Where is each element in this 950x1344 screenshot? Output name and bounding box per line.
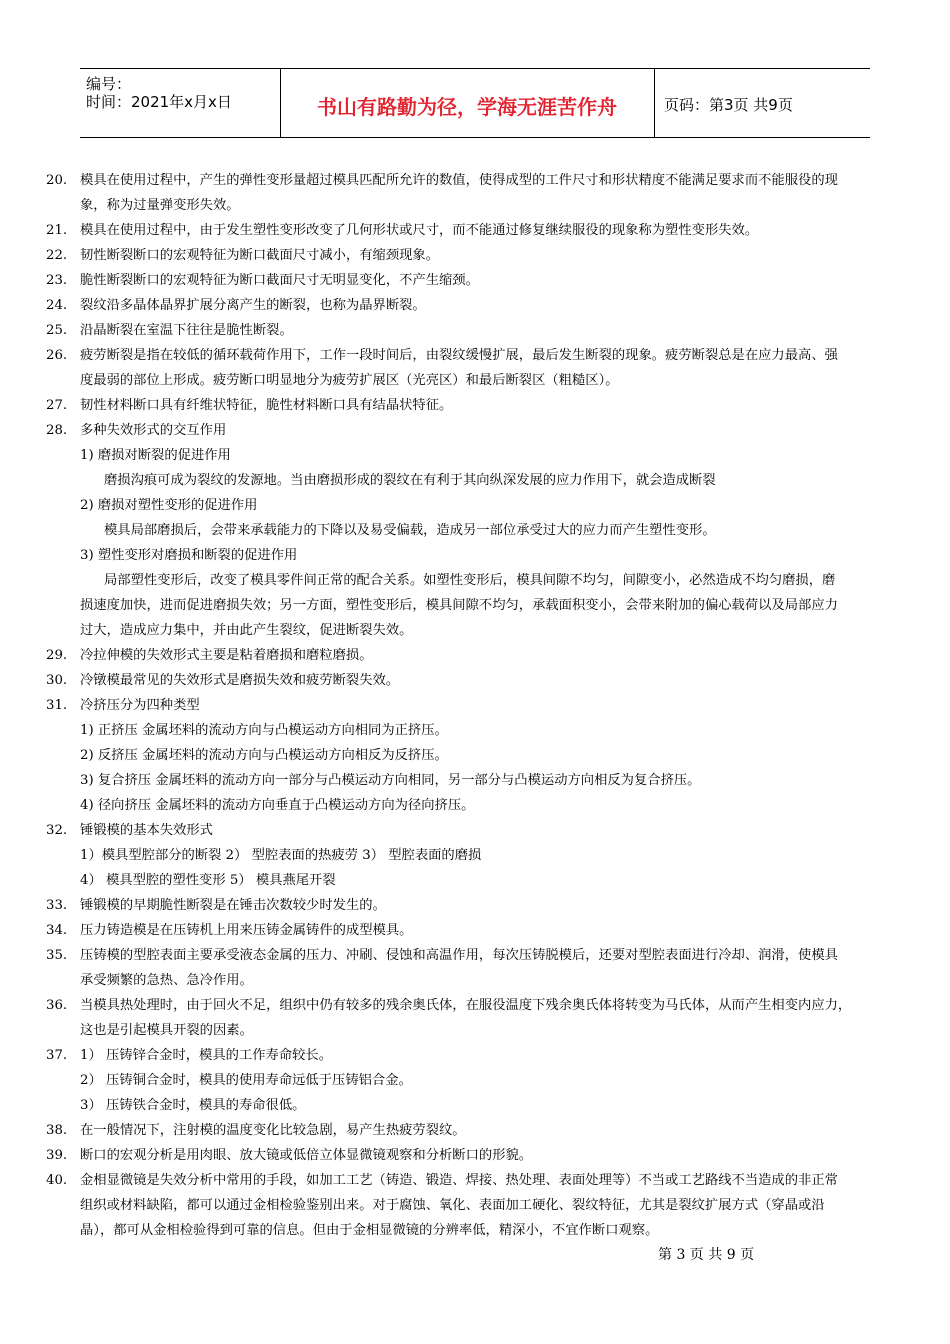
item-number: 37. xyxy=(46,1048,68,1063)
document-line xyxy=(0,193,950,218)
item-number: 33. xyxy=(46,898,68,913)
item-number: 36. xyxy=(46,998,68,1013)
line-text: 1) 正挤压 金属坯料的流动方向与凸模运动方向相同为正挤压。 xyxy=(80,723,448,738)
document-line xyxy=(0,718,950,743)
line-text: 断口的宏观分析是用肉眼、放大镜或低倍立体显微镜观察和分析断口的形貌。 xyxy=(80,1148,533,1163)
motto: 书山有路勤为径，学海无涯苦作舟 xyxy=(317,95,617,119)
document-line xyxy=(0,868,950,893)
line-text: 承受频繁的急热、急冷作用。 xyxy=(80,973,253,988)
document-line xyxy=(0,618,950,643)
document-line xyxy=(0,1218,950,1243)
document-line xyxy=(0,243,950,268)
time-label: 时间：2021年x月x日 xyxy=(86,93,232,111)
line-text: 模具在使用过程中，由于发生塑性变形改变了几何形状或尺寸，而不能通过修复继续服役的现象称为塑性变形失效。 xyxy=(80,223,759,238)
line-text: 裂纹沿多晶体晶界扩展分离产生的断裂，也称为晶界断裂。 xyxy=(80,298,426,313)
line-text: 度最弱的部位上形成。疲劳断口明显地分为疲劳扩展区（光亮区）和最后断裂区（粗糙区）。 xyxy=(80,373,619,388)
document-line xyxy=(0,568,950,593)
line-text: 4) 径向挤压 金属坯料的流动方向垂直于凸模运动方向为径向挤压。 xyxy=(80,798,475,813)
document-line xyxy=(0,943,950,968)
line-text: 3) 塑性变形对磨损和断裂的促进作用 xyxy=(80,548,298,563)
line-text: 1) 磨损对断裂的促进作用 xyxy=(80,448,231,463)
page-footer: 第 3 页 共 9 页 xyxy=(658,1247,755,1263)
document-line xyxy=(0,1043,950,1068)
line-text: 3) 复合挤压 金属坯料的流动方向一部分与凸模运动方向相同，另一部分与凸模运动方向相反为复合挤压。 xyxy=(80,773,701,788)
line-text: 磨损沟痕可成为裂纹的发源地。当由磨损形成的裂纹在有利于其向纵深发展的应力作用下，就会造成断裂 xyxy=(104,473,716,488)
document-line xyxy=(0,368,950,393)
header-motto-cell xyxy=(280,69,655,137)
document-line xyxy=(0,418,950,443)
document-line xyxy=(0,818,950,843)
document-line xyxy=(0,443,950,468)
item-number: 25. xyxy=(46,323,68,338)
item-number: 21. xyxy=(46,223,68,238)
line-text: 1） 压铸锌合金时，模具的工作寿命较长。 xyxy=(80,1048,333,1063)
item-number: 34. xyxy=(46,923,68,938)
item-number: 24. xyxy=(46,298,68,313)
item-number: 38. xyxy=(46,1123,68,1138)
line-text: 模具局部磨损后，会带来承载能力的下降以及易受偏载，造成另一部位承受过大的应力而产生塑性变形。 xyxy=(104,523,716,538)
item-number: 32. xyxy=(46,823,68,838)
document-line xyxy=(0,1168,950,1193)
line-text: 脆性断裂断口的宏观特征为断口截面尺寸无明显变化，不产生缩颈。 xyxy=(80,273,479,288)
document-line xyxy=(0,168,950,193)
line-text: 3） 压铸铁合金时，模具的寿命很低。 xyxy=(80,1098,306,1113)
item-number: 27. xyxy=(46,398,68,413)
item-number: 40. xyxy=(46,1173,68,1188)
line-text: 沿晶断裂在室温下往往是脆性断裂。 xyxy=(80,323,293,338)
line-text: 压铸模的型腔表面主要承受液态金属的压力、冲刷、侵蚀和高温作用，每次压铸脱模后，还要对型腔表面进行冷却、润滑，使模具 xyxy=(80,948,838,963)
line-text: 在一般情况下，注射模的温度变化比较急剧，易产生热疲劳裂纹。 xyxy=(80,1123,466,1138)
document-line xyxy=(0,893,950,918)
line-text: 锤锻模的早期脆性断裂是在锤击次数较少时发生的。 xyxy=(80,898,386,913)
line-text: 疲劳断裂是指在较低的循环载荷作用下，工作一段时间后，由裂纹缓慢扩展，最后发生断裂的现象。疲劳断裂总是在应力最高、强 xyxy=(80,348,838,363)
line-text: 冷拉伸模的失效形式主要是粘着磨损和磨粒磨损。 xyxy=(80,648,373,663)
page-code: 页码：第3页 共9页 xyxy=(664,96,793,114)
document-line xyxy=(0,393,950,418)
line-text: 模具在使用过程中，产生的弹性变形量超过模具匹配所允许的数值，使得成型的工件尺寸和形状精度不能满足要求而不能服役的现 xyxy=(80,173,838,188)
document-line xyxy=(0,843,950,868)
item-number: 22. xyxy=(46,248,68,263)
line-text: 冷镦模最常见的失效形式是磨损失效和疲劳断裂失效。 xyxy=(80,673,400,688)
document-line xyxy=(0,593,950,618)
document-line xyxy=(0,493,950,518)
document-line xyxy=(0,343,950,368)
page-header xyxy=(80,68,870,138)
line-text: 2) 反挤压 金属坯料的流动方向与凸模运动方向相反为反挤压。 xyxy=(80,748,448,763)
item-number: 39. xyxy=(46,1148,68,1163)
header-info-cell xyxy=(80,69,281,137)
document-line xyxy=(0,543,950,568)
item-number: 29. xyxy=(46,648,68,663)
line-text: 多种失效形式的交互作用 xyxy=(80,423,227,438)
document-line xyxy=(0,293,950,318)
line-text: 1）模具型腔部分的断裂 2） 型腔表面的热疲劳 3） 型腔表面的磨损 xyxy=(80,848,482,863)
item-number: 31. xyxy=(46,698,68,713)
document-line xyxy=(0,518,950,543)
line-text: 损速度加快，进而促进磨损失效；另一方面，塑性变形后，模具间隙不均匀，承载面积变小，会带来附加的偏心载荷以及局部应力 xyxy=(80,598,838,613)
document-line xyxy=(0,993,950,1018)
item-number: 35. xyxy=(46,948,68,963)
line-text: 4） 模具型腔的塑性变形 5） 模具燕尾开裂 xyxy=(80,873,336,888)
line-text: 这也是引起模具开裂的因素。 xyxy=(80,1023,253,1038)
document-line xyxy=(0,468,950,493)
document-line xyxy=(0,743,950,768)
item-number: 30. xyxy=(46,673,68,688)
document-line xyxy=(0,968,950,993)
line-text: 2） 压铸铜合金时，模具的使用寿命远低于压铸铝合金。 xyxy=(80,1073,412,1088)
line-text: 冷挤压分为四种类型 xyxy=(80,698,200,713)
document-line xyxy=(0,643,950,668)
line-text: 过大，造成应力集中，并由此产生裂纹，促进断裂失效。 xyxy=(80,623,413,638)
document-line xyxy=(0,1118,950,1143)
item-number: 23. xyxy=(46,273,68,288)
line-text: 韧性材料断口具有纤维状特征，脆性材料断口具有结晶状特征。 xyxy=(80,398,453,413)
line-text: 当模具热处理时，由于回火不足，组织中仍有较多的残余奥氏体，在服役温度下残余奥氏体将转变为马氏体，从而产生相变内应力， xyxy=(80,998,852,1013)
code-label: 编号： xyxy=(86,75,132,93)
document-line xyxy=(0,693,950,718)
line-text: 象，称为过量弹变形失效。 xyxy=(80,198,240,213)
line-text: 韧性断裂断口的宏观特征为断口截面尺寸减小，有缩颈现象。 xyxy=(80,248,440,263)
document-line xyxy=(0,668,950,693)
document-line xyxy=(0,1093,950,1118)
line-text: 组织或材料缺陷，都可以通过金相检验鉴别出来。对于腐蚀、氧化、表面加工硬化、裂纹特征，尤其是裂纹扩展方式（穿晶或沿 xyxy=(80,1198,825,1213)
header-page-cell xyxy=(654,69,870,137)
line-text: 压力铸造模是在压铸机上用来压铸金属铸件的成型模具。 xyxy=(80,923,413,938)
document-line xyxy=(0,318,950,343)
item-number: 20. xyxy=(46,173,68,188)
document-line xyxy=(0,1018,950,1043)
line-text: 2) 磨损对塑性变形的促进作用 xyxy=(80,498,258,513)
document-line xyxy=(0,793,950,818)
document-line xyxy=(0,218,950,243)
document-line xyxy=(0,1193,950,1218)
document-line xyxy=(0,768,950,793)
line-text: 金相显微镜是失效分析中常用的手段，如加工工艺（铸造、锻造、焊接、热处理、表面处理等）不当或工艺路线不当造成的非正常 xyxy=(80,1173,838,1188)
item-number: 28. xyxy=(46,423,68,438)
document-line xyxy=(0,1068,950,1093)
document-line xyxy=(0,1143,950,1168)
line-text: 局部塑性变形后，改变了模具零件间正常的配合关系。如塑性变形后，模具间隙不均匀，间隙变小，必然造成不均匀磨损，磨 xyxy=(104,573,836,588)
item-number: 26. xyxy=(46,348,68,363)
line-text: 锤锻模的基本失效形式 xyxy=(80,823,213,838)
line-text: 晶），都可从金相检验得到可靠的信息。但由于金相显微镜的分辨率低，精深小，不宜作断口观察。 xyxy=(80,1223,659,1238)
document-line xyxy=(0,918,950,943)
document-line xyxy=(0,268,950,293)
